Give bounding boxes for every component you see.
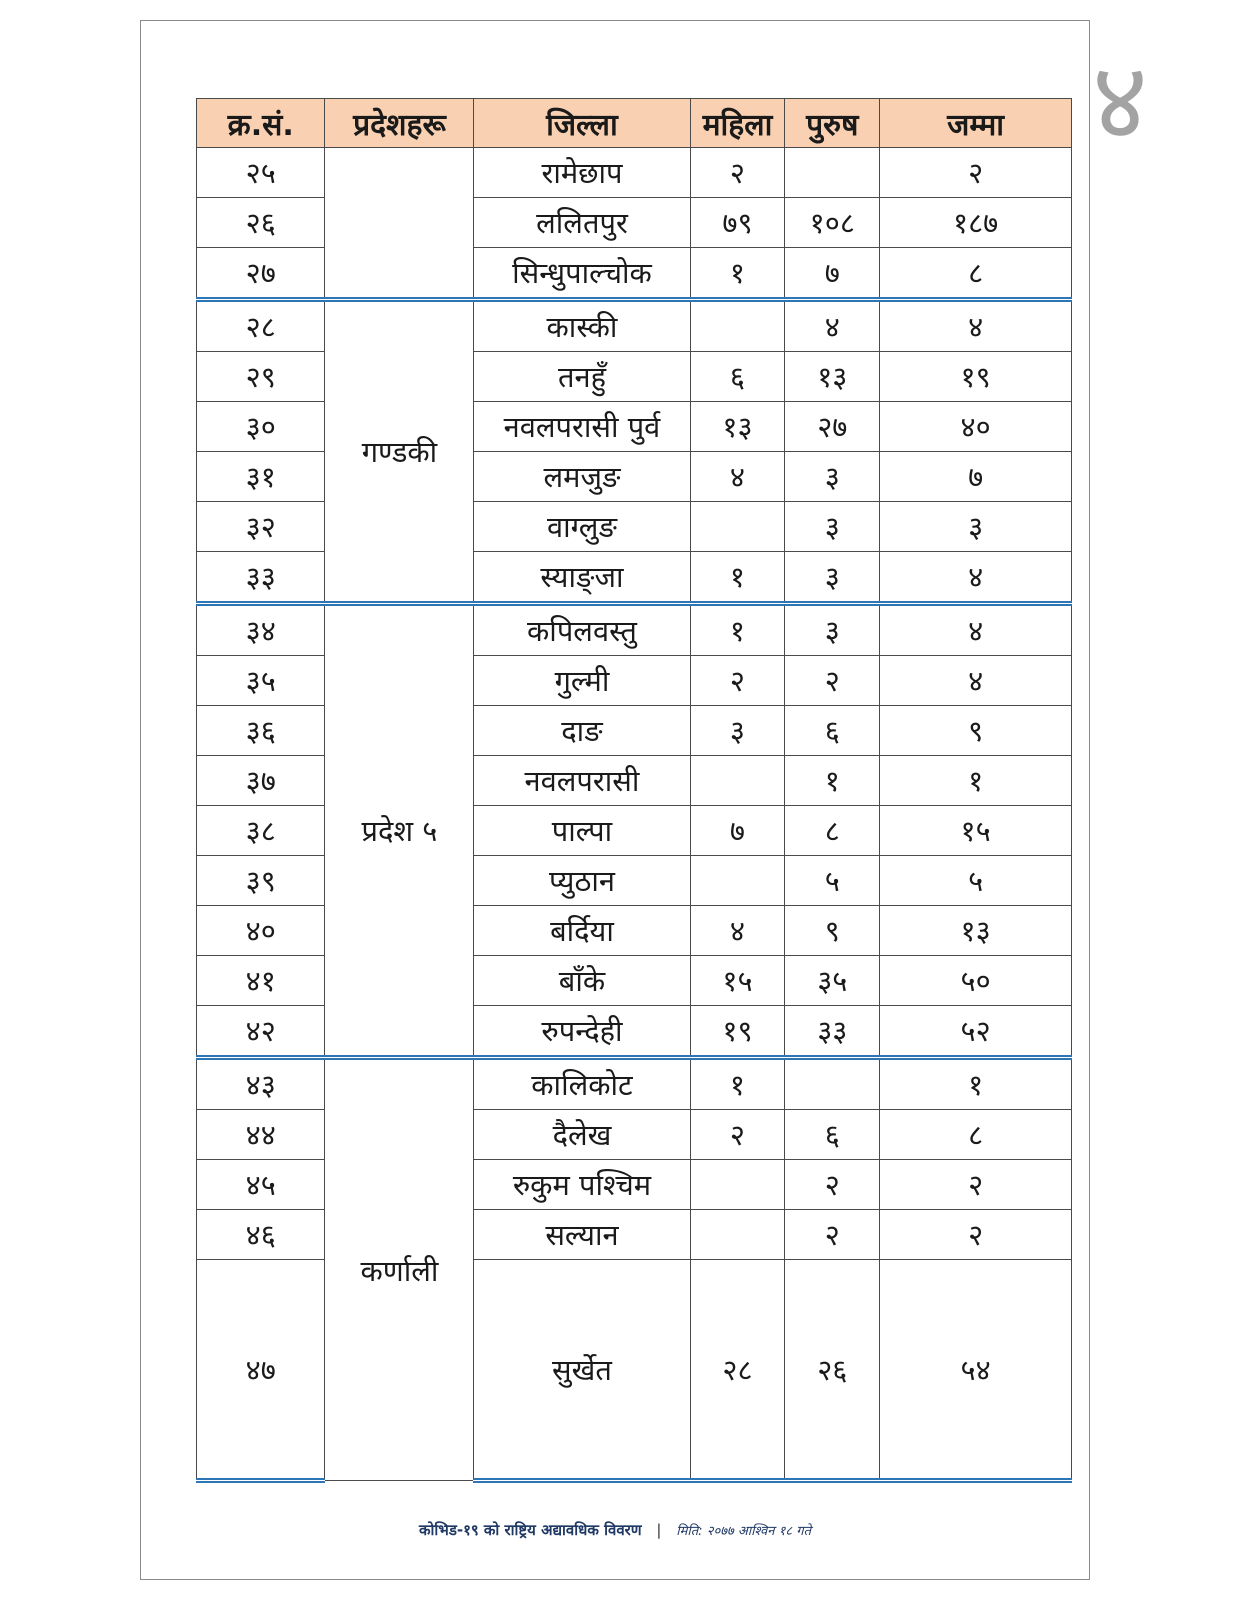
cell-male: ५ [785,856,880,906]
cell-province [325,148,474,300]
cell-district: रुकुम पश्चिम [474,1160,690,1210]
cell-serial-number: ४१ [197,956,325,1006]
table-row [197,604,1072,656]
table-row [197,300,1072,352]
cell-female [690,756,785,806]
cell-male: ६ [785,1110,880,1160]
cell-serial-number: ३१ [197,452,325,502]
cell-district: पाल्पा [474,806,690,856]
cell-serial-number: ३५ [197,656,325,706]
cell-male: ३ [785,604,880,656]
cell-female [690,502,785,552]
cell-district: सुर्खेत [474,1260,690,1481]
cell-district: सल्यान [474,1210,690,1260]
cell-female: १ [690,604,785,656]
cell-serial-number: २९ [197,352,325,402]
cell-male: १ [785,756,880,806]
cell-total: ५४ [880,1260,1072,1481]
page-footer [140,1520,1090,1540]
cell-total: ३ [880,502,1072,552]
cell-female [690,300,785,352]
cell-province: गण्डकी [325,300,474,604]
cell-serial-number: २७ [197,248,325,300]
cell-serial-number: २६ [197,198,325,248]
header-total: जम्मा [880,99,1072,148]
cell-serial-number: ४३ [197,1058,325,1110]
cell-female: १ [690,1058,785,1110]
footer-date: मिति: २०७७ आश्विन १८ गते [676,1524,812,1539]
cell-female: २ [690,1110,785,1160]
cell-female [690,1160,785,1210]
cell-male: ३ [785,452,880,502]
cell-male: ३ [785,552,880,604]
cell-female: १३ [690,402,785,452]
cell-district: कपिलवस्तु [474,604,690,656]
cell-total: १९ [880,352,1072,402]
cell-serial-number: ४५ [197,1160,325,1210]
cell-district: कास्की [474,300,690,352]
cell-serial-number: ३४ [197,604,325,656]
cell-total: १५ [880,806,1072,856]
header-female: महिला [690,99,785,148]
district-case-table [196,98,1072,1483]
cell-female: १ [690,552,785,604]
table-row [197,148,1072,198]
cell-district: बाँके [474,956,690,1006]
cell-serial-number: ४० [197,906,325,956]
cell-serial-number: ३३ [197,552,325,604]
cell-male: २७ [785,402,880,452]
cell-serial-number: ३८ [197,806,325,856]
cell-district: दाङ [474,706,690,756]
cell-female: २ [690,656,785,706]
cell-total: २ [880,148,1072,198]
footer-report-title: कोभिड-१९ को राष्ट्रिय अद्यावधिक विवरण [418,1521,642,1539]
header-male: पुरुष [785,99,880,148]
cell-district: रामेछाप [474,148,690,198]
cell-male: २६ [785,1260,880,1481]
cell-district: तनहुँ [474,352,690,402]
cell-total: १३ [880,906,1072,956]
cell-serial-number: ४२ [197,1006,325,1058]
cell-total: ९ [880,706,1072,756]
cell-total: ८ [880,1110,1072,1160]
header-district: जिल्ला [474,99,690,148]
cell-total: ५० [880,956,1072,1006]
cell-serial-number: ३६ [197,706,325,756]
cell-total: ४ [880,656,1072,706]
cell-female: ६ [690,352,785,402]
cell-female: २८ [690,1260,785,1481]
cell-male: ३५ [785,956,880,1006]
cell-district: वाग्लुङ [474,502,690,552]
cell-district: दैलेख [474,1110,690,1160]
cell-district: रुपन्देही [474,1006,690,1058]
cell-total: १८७ [880,198,1072,248]
cell-male: ६ [785,706,880,756]
cell-district: प्युठान [474,856,690,906]
cell-female: १ [690,248,785,300]
table-body [197,148,1072,1481]
cell-male: ३३ [785,1006,880,1058]
cell-male [785,1058,880,1110]
cell-serial-number: ४६ [197,1210,325,1260]
cell-female: ४ [690,906,785,956]
cell-serial-number: ४७ [197,1260,325,1481]
cell-district: नवलपरासी [474,756,690,806]
cell-male [785,148,880,198]
cell-male: १३ [785,352,880,402]
cell-male: ९ [785,906,880,956]
cell-female: ३ [690,706,785,756]
cell-female: १९ [690,1006,785,1058]
cell-male: २ [785,656,880,706]
page-number: ४ [1091,39,1149,164]
cell-total: ४ [880,300,1072,352]
cell-male: ७ [785,248,880,300]
cell-total: ८ [880,248,1072,300]
cell-male: १०८ [785,198,880,248]
cell-district: गुल्मी [474,656,690,706]
cell-total: ४ [880,552,1072,604]
cell-province: कर्णाली [325,1058,474,1481]
cell-female: ७ [690,806,785,856]
cell-total: ४ [880,604,1072,656]
cell-district: बर्दिया [474,906,690,956]
cell-male: २ [785,1210,880,1260]
cell-total: २ [880,1160,1072,1210]
cell-total: ७ [880,452,1072,502]
cell-district: सिन्धुपाल्चोक [474,248,690,300]
cell-district: लमजुङ [474,452,690,502]
cell-serial-number: २८ [197,300,325,352]
cell-female: १५ [690,956,785,1006]
footer-separator: | [656,1521,662,1539]
cell-male: ३ [785,502,880,552]
cell-male: ८ [785,806,880,856]
cell-serial-number: ३७ [197,756,325,806]
cell-total: ५ [880,856,1072,906]
table-header-row [197,99,1072,148]
header-serial-number: क्र.सं. [197,99,325,148]
cell-district: स्याङ्जा [474,552,690,604]
cell-female [690,856,785,906]
cell-serial-number: ३९ [197,856,325,906]
cell-female: २ [690,148,785,198]
table-row [197,1058,1072,1110]
cell-female: ७९ [690,198,785,248]
header-province: प्रदेशहरू [325,99,474,148]
cell-female [690,1210,785,1260]
cell-district: ललितपुर [474,198,690,248]
cell-serial-number: ३२ [197,502,325,552]
cell-total: २ [880,1210,1072,1260]
cell-male: ४ [785,300,880,352]
cell-total: १ [880,756,1072,806]
cell-district: नवलपरासी पुर्व [474,402,690,452]
cell-province: प्रदेश ५ [325,604,474,1058]
cell-total: ५२ [880,1006,1072,1058]
cell-male: २ [785,1160,880,1210]
cell-female: ४ [690,452,785,502]
cell-serial-number: ४४ [197,1110,325,1160]
cell-serial-number: ३० [197,402,325,452]
cell-total: ४० [880,402,1072,452]
cell-total: १ [880,1058,1072,1110]
cell-serial-number: २५ [197,148,325,198]
cell-district: कालिकोट [474,1058,690,1110]
